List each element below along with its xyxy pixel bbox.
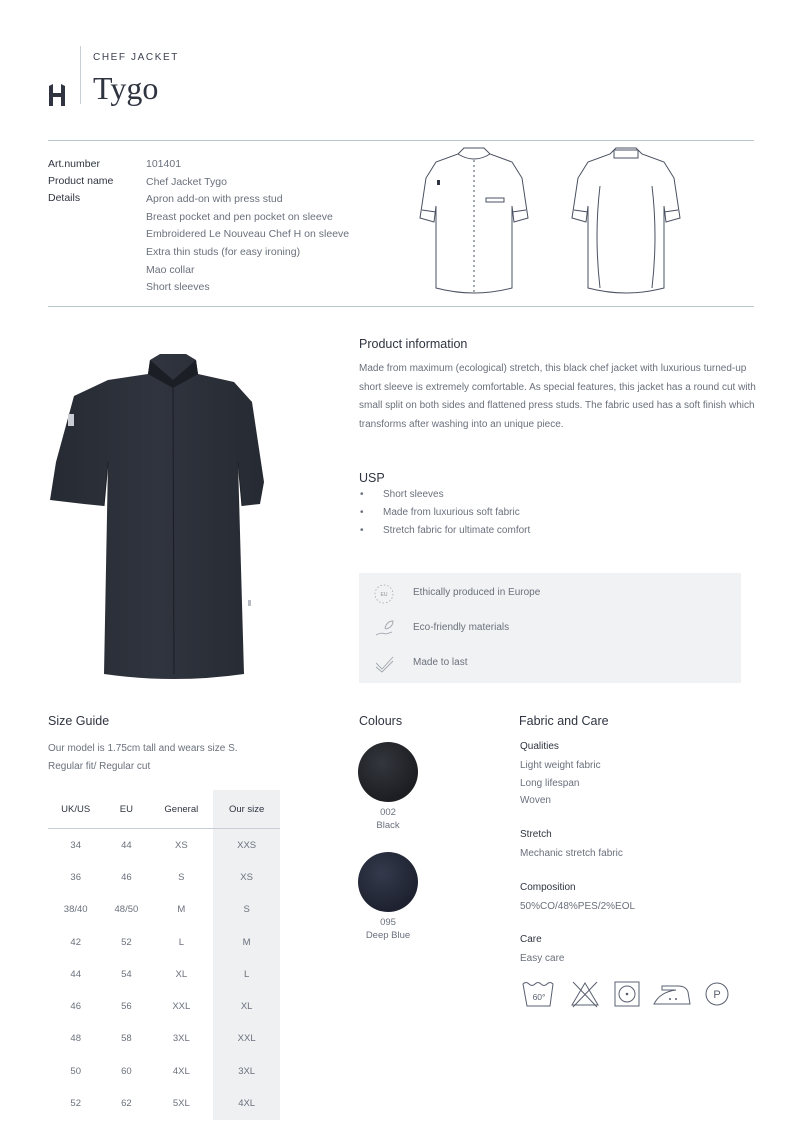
table-cell: 42 [70, 936, 81, 948]
product-name-label: Product name [48, 175, 114, 187]
svg-text:EU: EU [380, 592, 388, 598]
table-cell: 44 [121, 839, 132, 851]
product-info-line: transforms after washing into an unique piece. [359, 419, 564, 431]
fabric-heading: Fabric and Care [519, 714, 609, 728]
table-cell: XXS [213, 829, 280, 862]
table-cell: 5XL [172, 1098, 190, 1110]
table-cell: 58 [121, 1033, 132, 1045]
table-cell: M [177, 904, 186, 916]
table-row [48, 1023, 280, 1055]
table-cell: L [178, 936, 184, 948]
colour-label [358, 916, 418, 942]
table-cell: 3XL [213, 1055, 280, 1087]
tumble-dry-icon [613, 980, 641, 1008]
dry-clean-p-icon [703, 980, 731, 1008]
iron-icon [652, 980, 692, 1008]
table-cell: XS [213, 861, 280, 893]
table-cell: 4XL [213, 1087, 280, 1119]
art-number-value: 101401 [146, 158, 182, 170]
table-cell: XXL [213, 1023, 280, 1055]
composition-value: 50%CO/48%PES/2%EOL [520, 901, 636, 912]
table-cell: 56 [121, 1001, 132, 1013]
table-cell: 44 [70, 968, 81, 980]
feature-label: Ethically produced in Europe [413, 587, 541, 598]
detail-item: Apron add-on with press stud [146, 193, 283, 206]
product-info-line: Made from maximum (ecological) stretch, this black chef jacket with luxurious turned-up [359, 363, 747, 374]
detail-item: Breast pocket and pen pocket on sleeve [146, 210, 333, 223]
detail-item: Embroidered Le Nouveau Chef H on sleeve [146, 228, 350, 241]
jacket-photo [48, 352, 288, 682]
column-header: EU [103, 790, 149, 829]
no-bleach-icon [570, 980, 600, 1008]
table-row [48, 958, 280, 990]
product-info-line: short sleeve is extremely comfortable. As special features, this jacket has a round cut with [359, 381, 756, 393]
colour-code: 095 [380, 917, 396, 928]
quality-item: Light weight fabric [520, 760, 601, 771]
table-cell: 48 [70, 1033, 81, 1045]
checkmark-quality-icon [373, 653, 395, 675]
quality-item: Long lifespan [520, 777, 580, 789]
front-sketch-icon [418, 146, 530, 298]
logo-h-icon [48, 84, 66, 106]
table-cell: 46 [70, 1001, 81, 1013]
divider-specs [48, 306, 754, 307]
back-sketch-icon [570, 146, 682, 298]
colour-label [358, 806, 418, 832]
product-name-value: Chef Jacket Tygo [146, 175, 227, 188]
table-cell: S [213, 894, 280, 926]
size-guide-heading: Size Guide [48, 714, 110, 728]
size-note-line: Our model is 1.75cm tall and wears size S. [48, 743, 238, 754]
table-cell: XS [174, 839, 188, 851]
table-cell: 48/50 [114, 904, 139, 916]
detail-item: Short sleeves [146, 281, 210, 294]
art-number-label: Art.number [48, 158, 100, 170]
table-cell: XXL [172, 1001, 191, 1013]
table-row [48, 926, 280, 958]
logo-divider [80, 46, 81, 104]
table-cell: L [213, 958, 280, 990]
wash-60-icon [522, 980, 556, 1008]
table-cell: 34 [70, 839, 81, 851]
feature-label: Made to last [413, 657, 468, 668]
table-row [48, 861, 280, 893]
table-cell: M [213, 926, 280, 958]
divider-top [48, 140, 754, 141]
colours-heading: Colours [359, 714, 403, 728]
qualities-list [520, 757, 601, 810]
table-row [48, 1087, 280, 1119]
quality-item: Woven [520, 795, 551, 806]
stretch-value: Mechanic stretch fabric [520, 848, 623, 859]
feature-item [373, 649, 713, 679]
leaf-hand-icon [373, 618, 395, 640]
usp-item: • Stretch fabric for ultimate comfort [360, 525, 530, 543]
table-cell: 3XL [172, 1033, 190, 1045]
colour-swatch-black [358, 742, 418, 802]
table-cell: 60 [121, 1065, 132, 1077]
table-cell: 36 [70, 871, 81, 883]
table-cell: 54 [121, 968, 132, 980]
usp-item: • Made from luxurious soft fabric [360, 507, 530, 525]
feature-item [373, 579, 713, 609]
features-panel [359, 573, 741, 683]
table-cell: XL [213, 990, 280, 1022]
care-label: Care [520, 934, 542, 945]
colour-name: Black [376, 820, 400, 831]
details-label: Details [48, 192, 81, 204]
table-row [48, 1055, 280, 1087]
care-value: Easy care [520, 953, 565, 964]
stretch-label: Stretch [520, 829, 552, 840]
product-info-heading: Product information [359, 337, 468, 351]
feature-label: Eco-friendly materials [413, 622, 510, 633]
wash-temp: 60° [532, 992, 546, 1002]
size-table [48, 790, 280, 1120]
category-label: CHEF JACKET [93, 52, 179, 63]
colour-name: Deep Blue [365, 930, 411, 941]
page-title: Tygo [93, 70, 159, 106]
usp-heading: USP [359, 471, 385, 485]
table-cell: 52 [121, 936, 132, 948]
table-row [48, 990, 280, 1022]
table-cell: 52 [70, 1098, 81, 1110]
size-note-line: Regular fit/ Regular cut [48, 761, 151, 772]
product-info-line: small split on both sides and flattened press studs. The fabric used has a soft finish which [359, 400, 755, 412]
product-info-text [359, 360, 759, 435]
column-header: UK/US [48, 790, 103, 829]
table-cell: 4XL [172, 1065, 190, 1077]
column-header: General [149, 790, 213, 829]
qualities-label: Qualities [520, 741, 559, 752]
colour-code: 002 [380, 807, 396, 818]
size-table-header [48, 790, 280, 829]
detail-item: Mao collar [146, 263, 195, 276]
table-cell: 46 [121, 871, 132, 883]
size-guide-note [48, 740, 238, 776]
table-cell: 50 [70, 1065, 81, 1077]
dry-clean-letter: P [713, 989, 721, 1001]
table-cell: 62 [121, 1098, 132, 1110]
usp-item: • Short sleeves [360, 489, 530, 507]
spec-values [146, 156, 349, 297]
table-cell: 38/40 [63, 904, 88, 916]
table-cell: S [178, 871, 185, 883]
table-row [48, 829, 280, 862]
composition-label: Composition [520, 882, 576, 893]
feature-item [373, 614, 713, 644]
detail-item: Extra thin studs (for easy ironing) [146, 245, 301, 258]
table-row [48, 894, 280, 926]
table-cell: XL [175, 968, 188, 980]
usp-list [360, 489, 530, 543]
column-header: Our size [213, 790, 280, 829]
eu-stars-icon [373, 583, 395, 605]
colour-swatch-deep-blue [358, 852, 418, 912]
